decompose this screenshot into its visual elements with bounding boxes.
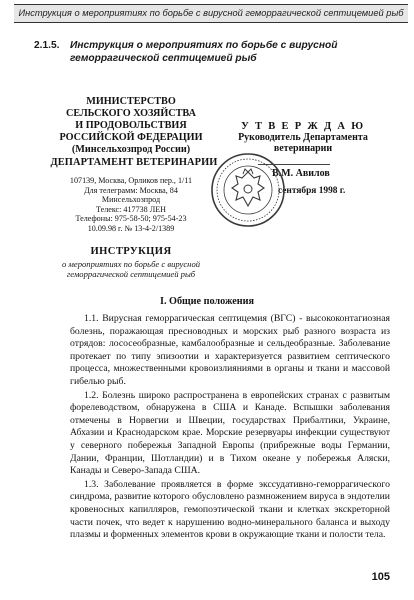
running-title: Инструкция о мероприятиях по борьбе с вирусной геморрагической септицемией рыб [18, 8, 404, 18]
address-line: Для телеграмм: Москва, 84 [84, 185, 178, 195]
subtitle-line: геморрагической септицемией рыб [66, 269, 196, 279]
page-number: 105 [371, 571, 390, 583]
ministry-line: МИНИСТЕРСТВО [86, 96, 176, 107]
paragraph: 1.3. Заболевание проявляется в форме экссудативно-геморрагического синдрома, развитие которого обусловлено размножением вируса в эндотелии кровеносных капилляров, гемопоэтической ткани и клетках экскреторной части почек, что ведет к нарушению водно-минерального баланса и выходу плазмы и форменных элементов крови в окружающие ткани и полости тела. [70, 478, 390, 541]
document-subtitle [56, 259, 206, 279]
body-text [70, 313, 390, 543]
address-line: Телефоны: 975-58-50; 975-54-23 [75, 214, 187, 224]
ministry-line: СЕЛЬСКОГО ХОЗЯЙСТВА [66, 108, 196, 119]
paragraph: 1.1. Вирусная геморрагическая септицемия (ВГС) - высококонтагиозная болезнь, поражающая пресноводных и морских рыб разного возраста из отрядов: лососеобразные, камбалообразные и сельдеобразные. Заболевание протекает по типу эпизоотии и характеризуется развитием септического процесса, множественными кровоизлияниями в органы и ткани и массовой гибелью рыб. [70, 313, 390, 387]
running-header [14, 4, 408, 23]
department-name: ДЕПАРТАМЕНТ ВЕТЕРИНАРИИ [50, 157, 218, 168]
approval-position-line: ветеринарии [273, 143, 333, 154]
signer-name: В.М. Авилов [272, 168, 330, 179]
address-line: 107139, Москва, Орликов пер., 1/11 [69, 176, 193, 185]
section-number: 2.1.5. [34, 40, 60, 51]
paragraph: 1.2. Болезнь широко распространена в европейских странах с развитым форелеводством, обнаружена в США и Канаде. Вспышки заболевания отмечены в Норвегии и Швеции, государствах Прибалтики, Украине, Абхазии и Краснодарском крае. Морские резервуары инфекции существуют у северного побережья Западной Европы (прибрежные воды Германии, Дании, Франции, Шотландии) и в Тихом океане у побережья Аляски, Канады и Северо-Запада США. [70, 389, 390, 477]
section-heading [34, 39, 390, 65]
ministry-line: И ПРОДОВОЛЬСТВИЯ [75, 120, 187, 131]
address-line: Минсельхозпрод [101, 195, 161, 205]
approval-date: сентября 1998 г. [278, 186, 346, 196]
approval-word: У Т В Е Р Ж Д А Ю [241, 121, 365, 132]
subtitle-line: о мероприятиях по борьбе с вирусной [61, 259, 201, 269]
section-title: Инструкция о мероприятиях по борьбе с вирусной геморрагической септицемией рыб [70, 40, 338, 64]
approval-block [228, 121, 378, 154]
general-provisions-heading: I. Общие положения [159, 296, 255, 307]
ministry-block [56, 96, 206, 156]
document-type: ИНСТРУКЦИЯ [90, 246, 172, 257]
address-line: 10.09.98 г. № 13-4-2/1389 [87, 223, 175, 233]
state-emblem-seal-icon [210, 152, 286, 228]
address-line: Телекс: 417738 ЛЕН [95, 204, 167, 214]
approval-position-line: Руководитель Департамента [238, 132, 368, 143]
ministry-short-name: (Минсельхозпрод России) [71, 144, 191, 155]
address-block [56, 176, 206, 234]
ministry-line: РОССИЙСКОЙ ФЕДЕРАЦИИ [59, 132, 203, 143]
